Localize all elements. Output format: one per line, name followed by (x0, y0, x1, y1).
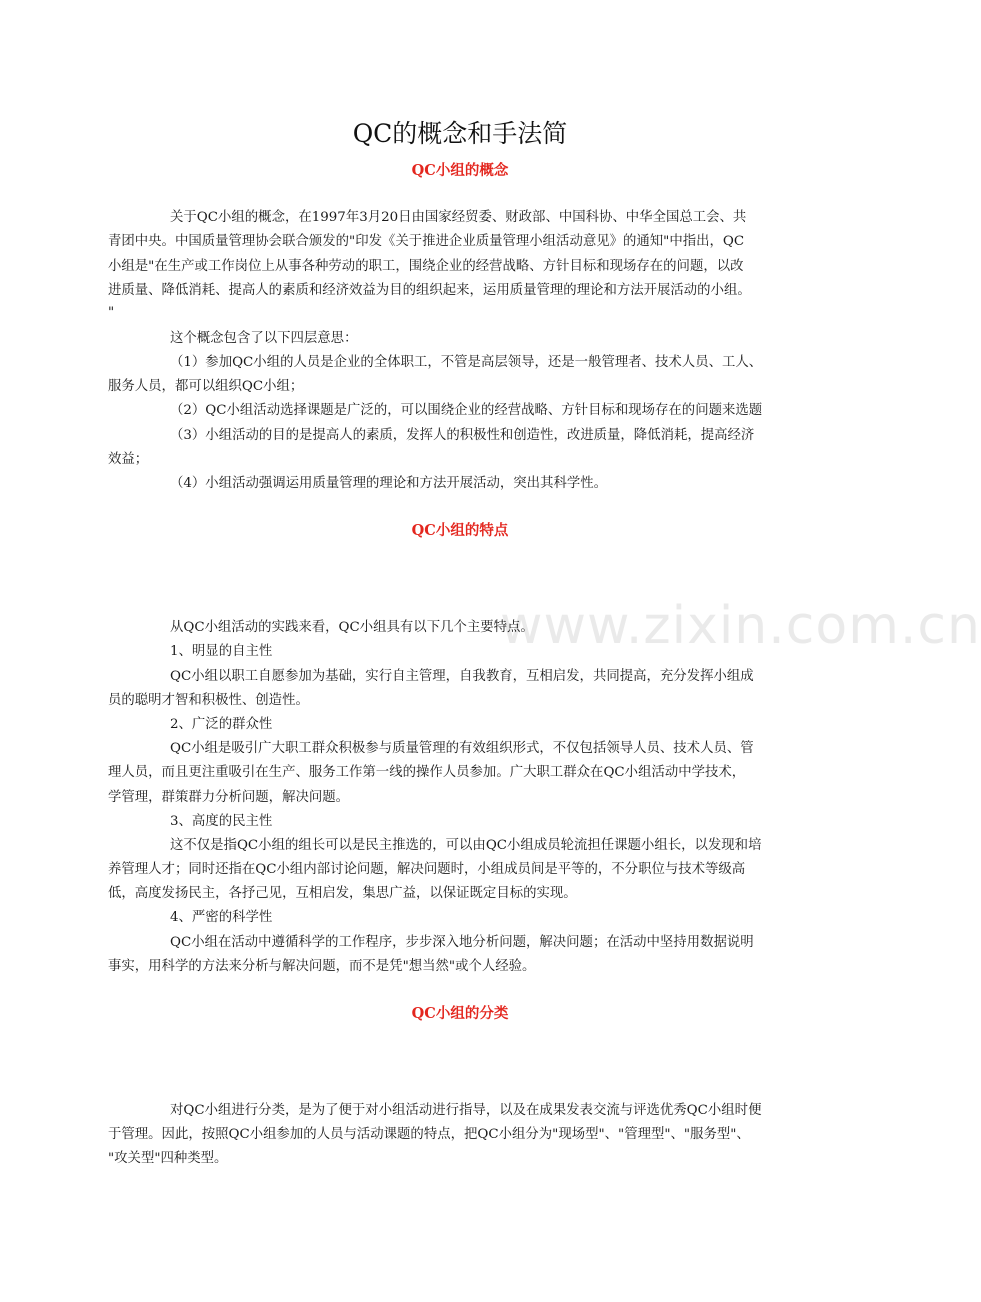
list-item: 服务人员，都可以组织QC小组； (108, 379, 304, 394)
paragraph-line: 从QC小组活动的实践来看，QC小组具有以下几个主要特点。 (170, 620, 534, 635)
list-item: （4）小组活动强调运用质量管理的理论和方法开展活动，突出其科学性。 (170, 476, 608, 491)
feature-heading: 2、广泛的群众性 (170, 717, 273, 732)
feature-heading: 1、明显的自主性 (170, 644, 273, 659)
list-item: （2）QC小组活动选择课题是广泛的，可以围绕企业的经营战略、方针目标和现场存在的问题来选题 (170, 403, 763, 418)
paragraph-line: 这个概念包含了以下四层意思： (170, 331, 358, 346)
list-item: 效益； (108, 452, 149, 467)
paragraph-line: QC小组在活动中遵循科学的工作程序，步步深入地分析问题，解决问题；在活动中坚持用数据说明 (170, 935, 754, 950)
list-item: （1）参加QC小组的人员是企业的全体职工，不管是高层领导，还是一般管理者、技术人员、工人、 (170, 355, 763, 370)
paragraph-line: 学管理，群策群力分析问题，解决问题。 (108, 790, 350, 805)
page-title: QC的概念和手法简 (352, 119, 568, 148)
section-heading-features: QC小组的特点 (411, 522, 509, 539)
feature-heading: 3、高度的民主性 (170, 814, 273, 829)
paragraph-line: 这不仅是指QC小组的组长可以是民主推选的，可以由QC小组成员轮流担任课题小组长，以发现和培 (170, 838, 762, 853)
watermark: www.zixin.com.cn (500, 596, 981, 656)
paragraph-line: "攻关型"四种类型。 (108, 1151, 228, 1166)
paragraph-line: 养管理人才；同时还指在QC小组内部讨论问题，解决问题时，小组成员间是平等的，不分职位与技术等级高 (108, 862, 746, 877)
paragraph-line: " (108, 305, 115, 320)
paragraph-line: 事实，用科学的方法来分析与解决问题，而不是凭"想当然"或个人经验。 (108, 959, 536, 974)
paragraph-line: 于管理。因此，按照QC小组参加的人员与活动课题的特点，把QC小组分为"现场型"、"管理型"、"服务型"、 (108, 1127, 750, 1142)
list-item: （3）小组活动的目的是提高人的素质，发挥人的积极性和创造性，改进质量，降低消耗，提高经济 (170, 428, 755, 443)
paragraph-line: 理人员，而且更注重吸引在生产、服务工作第一线的操作人员参加。广大职工群众在QC小组活动中学技术， (108, 765, 746, 780)
paragraph-line: 员的聪明才智和积极性、创造性。 (108, 693, 309, 708)
paragraph-line: QC小组以职工自愿参加为基础，实行自主管理，自我教育，互相启发，共同提高，充分发挥小组成 (170, 669, 754, 684)
section-heading-classification: QC小组的分类 (411, 1005, 509, 1022)
paragraph-line: QC小组是吸引广大职工群众积极参与质量管理的有效组织形式，不仅包括领导人员、技术人员、管 (170, 741, 754, 756)
paragraph-line: 青团中央。中国质量管理协会联合颁发的"印发《关于推进企业质量管理小组活动意见》的通知"中指出，QC (108, 234, 745, 249)
section-heading-concept: QC小组的概念 (411, 162, 509, 179)
feature-heading: 4、严密的科学性 (170, 910, 273, 925)
paragraph-line: 关于QC小组的概念，在1997年3月20日由国家经贸委、财政部、中国科协、中华全国总工会、共 (170, 210, 747, 225)
paragraph-line: 小组是"在生产或工作岗位上从事各种劳动的职工，围绕企业的经营战略、方针目标和现场存在的问题，以改 (108, 259, 744, 274)
paragraph-line: 对QC小组进行分类，是为了便于对小组活动进行指导，以及在成果发表交流与评选优秀QC小组时便 (170, 1103, 762, 1118)
paragraph-line: 进质量、降低消耗、提高人的素质和经济效益为目的组织起来，运用质量管理的理论和方法开展活动的小组。 (108, 283, 751, 298)
paragraph-line: 低，高度发扬民主，各抒己见，互相启发，集思广益，以保证既定目标的实现。 (108, 886, 577, 901)
